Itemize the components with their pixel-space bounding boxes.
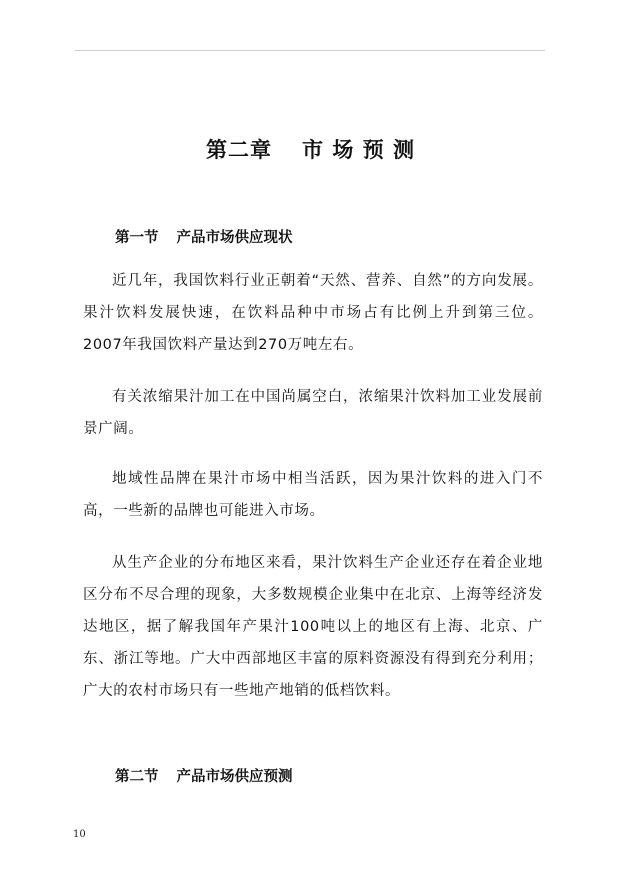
chapter-name: 市 场 预 测 (302, 137, 415, 162)
page-number: 10 (73, 829, 86, 840)
section-title: 产品市场供应现状 (176, 230, 293, 246)
paragraph-4: 从生产企业的分布地区来看，果汁饮料生产企业还存在着企业地区分布不尽合理的现象，大多数规模企业集中在北京、上海等经济发达地区，据了解我国年产果汁100吨以上的地区有上海、北京、广东、浙江等地。广大中西部地区丰富的原料资源没有得到充分利用；广大的农村市场只有一些地产地销的低档饮料。 (83, 555, 543, 699)
section-heading-1 (115, 226, 293, 247)
section-number: 第二节 (115, 769, 159, 785)
header-rule (75, 50, 545, 51)
paragraph-1: 近几年，我国饮料行业正朝着“天然、营养、自然”的方向发展。果汁饮料发展快速，在饮料品种中市场占有比例上升到第三位。2007年我国饮料产量达到270万吨左右。 (83, 273, 543, 353)
section-heading-2 (115, 765, 293, 786)
chapter-number: 第二章 (206, 137, 273, 162)
section-title: 产品市场供应预测 (176, 769, 293, 785)
paragraph-3: 地域性品牌在果汁市场中相当活跃，因为果汁饮料的进入门不高，一些新的品牌也可能进入市场。 (83, 471, 543, 519)
paragraph-2: 有关浓缩果汁加工在中国尚属空白，浓缩果汁饮料加工业发展前景广阔。 (83, 389, 543, 437)
chapter-title (0, 134, 621, 164)
section-number: 第一节 (115, 230, 159, 246)
